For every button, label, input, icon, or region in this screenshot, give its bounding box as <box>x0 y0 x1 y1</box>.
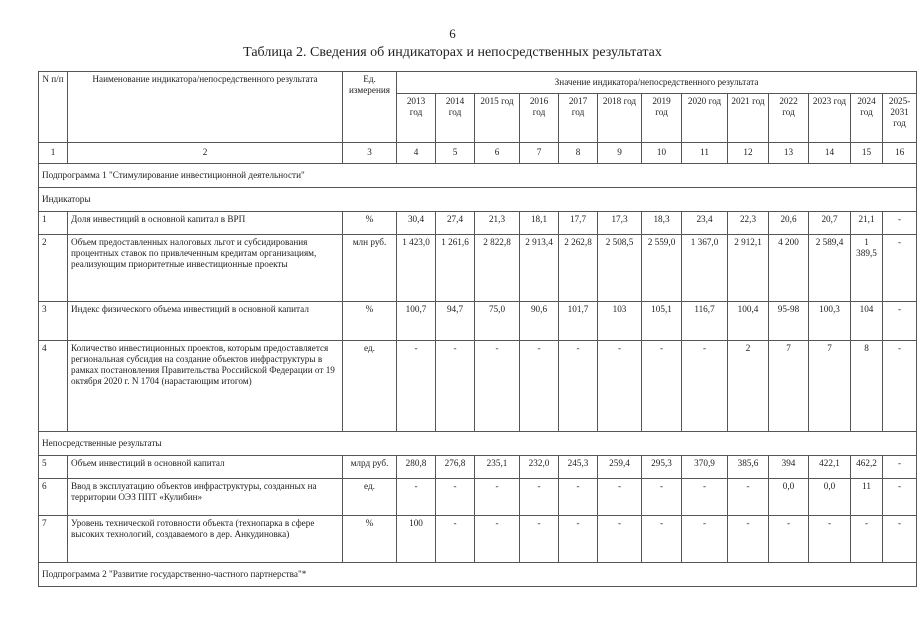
value-cell: 0,0 <box>769 479 809 516</box>
unit-cell: ед. <box>343 479 397 516</box>
value-cell: 422,1 <box>809 456 851 479</box>
value-cell: 2 912,1 <box>728 235 769 302</box>
indicator-name: Доля инвестиций в основной капитал в ВРП <box>68 212 343 235</box>
value-cell: - <box>475 516 520 563</box>
value-cell: - <box>851 516 883 563</box>
value-cell: 295,3 <box>642 456 682 479</box>
value-cell: 18,3 <box>642 212 682 235</box>
value-cell: - <box>559 516 598 563</box>
table-title: Таблица 2. Сведения об индикаторах и непосредственных результатах <box>243 45 662 60</box>
value-cell: 462,2 <box>851 456 883 479</box>
row-number: 6 <box>39 479 68 516</box>
header-year: 2025-2031 год <box>883 94 917 143</box>
value-cell: 103 <box>598 302 642 341</box>
column-number: 13 <box>769 143 809 164</box>
table-row <box>39 302 917 341</box>
value-cell: 235,1 <box>475 456 520 479</box>
indicator-name: Индекс физического объема инвестиций в основной капитал <box>68 302 343 341</box>
column-number: 9 <box>598 143 642 164</box>
unit-cell: % <box>343 302 397 341</box>
header-year: 2023 год <box>809 94 851 143</box>
section-subprogram-2: Подпрограмма 2 "Развитие государственно-частного партнерства"* <box>39 563 917 587</box>
value-cell: 22,3 <box>728 212 769 235</box>
value-cell: - <box>475 341 520 432</box>
value-cell: - <box>436 479 475 516</box>
value-cell: - <box>682 341 728 432</box>
table-row <box>39 212 917 235</box>
value-cell: 1 261,6 <box>436 235 475 302</box>
value-cell: - <box>883 479 917 516</box>
row-number: 4 <box>39 341 68 432</box>
value-cell: 17,3 <box>598 212 642 235</box>
value-cell: 2 508,5 <box>598 235 642 302</box>
value-cell: 232,0 <box>520 456 559 479</box>
value-cell: 100,3 <box>809 302 851 341</box>
value-cell: - <box>883 341 917 432</box>
value-cell: 105,1 <box>642 302 682 341</box>
value-cell: 2 262,8 <box>559 235 598 302</box>
value-cell: - <box>883 302 917 341</box>
value-cell: - <box>682 516 728 563</box>
header-year: 2017 год <box>559 94 598 143</box>
value-cell: 20,6 <box>769 212 809 235</box>
value-cell: 23,4 <box>682 212 728 235</box>
value-cell: 21,1 <box>851 212 883 235</box>
value-cell: 1 423,0 <box>397 235 436 302</box>
value-cell: - <box>642 479 682 516</box>
value-cell: 30,4 <box>397 212 436 235</box>
value-cell: - <box>559 341 598 432</box>
value-cell: 95-98 <box>769 302 809 341</box>
column-number: 3 <box>343 143 397 164</box>
value-cell: - <box>883 235 917 302</box>
value-cell: 0,0 <box>809 479 851 516</box>
unit-cell: млн руб. <box>343 235 397 302</box>
column-number: 5 <box>436 143 475 164</box>
value-cell: 2 589,4 <box>809 235 851 302</box>
column-number: 15 <box>851 143 883 164</box>
value-cell: 75,0 <box>475 302 520 341</box>
value-cell: 2 559,0 <box>642 235 682 302</box>
header-year: 2018 год <box>598 94 642 143</box>
column-number: 11 <box>682 143 728 164</box>
column-number: 10 <box>642 143 682 164</box>
value-cell: 11 <box>851 479 883 516</box>
value-cell: 101,7 <box>559 302 598 341</box>
value-cell: - <box>397 479 436 516</box>
value-cell: - <box>682 479 728 516</box>
value-cell: 259,4 <box>598 456 642 479</box>
column-number: 6 <box>475 143 520 164</box>
value-cell: - <box>436 516 475 563</box>
value-cell: 116,7 <box>682 302 728 341</box>
header-year: 2020 год <box>682 94 728 143</box>
indicator-name: Ввод в эксплуатацию объектов инфраструктуры, созданных на территории ОЭЗ ППТ «Кулибин» <box>68 479 343 516</box>
value-cell: - <box>598 341 642 432</box>
value-cell: - <box>728 479 769 516</box>
value-cell: 276,8 <box>436 456 475 479</box>
table-row <box>39 516 917 563</box>
header-year: 2014 год <box>436 94 475 143</box>
value-cell: - <box>475 479 520 516</box>
table-row <box>39 341 917 432</box>
value-cell: - <box>642 516 682 563</box>
header-unit: Ед. измерения <box>343 72 397 143</box>
column-number: 7 <box>520 143 559 164</box>
value-cell: 2 822,8 <box>475 235 520 302</box>
column-number: 16 <box>883 143 917 164</box>
value-cell: 2 <box>728 341 769 432</box>
value-cell: - <box>809 516 851 563</box>
value-cell: 104 <box>851 302 883 341</box>
value-cell: - <box>436 341 475 432</box>
header-year: 2022 год <box>769 94 809 143</box>
value-cell: 1 367,0 <box>682 235 728 302</box>
value-cell: - <box>769 516 809 563</box>
indicator-name: Количество инвестиционных проектов, которым предоставляется региональная субсидия на создание объектов инфраструктуры в рамках постановления Правительства Российской Федерации от 19 октября 2020 г. N 1704 (нарастающим итогом) <box>68 341 343 432</box>
table-row <box>39 235 917 302</box>
row-number: 2 <box>39 235 68 302</box>
section-direct-results: Непосредственные результаты <box>39 432 917 456</box>
unit-cell: % <box>343 212 397 235</box>
value-cell: 27,4 <box>436 212 475 235</box>
column-number: 12 <box>728 143 769 164</box>
column-number: 4 <box>397 143 436 164</box>
row-number: 5 <box>39 456 68 479</box>
value-cell: 90,6 <box>520 302 559 341</box>
header-year: 2016 год <box>520 94 559 143</box>
value-cell: - <box>397 341 436 432</box>
header-year: 2019 год <box>642 94 682 143</box>
page-number: 6 <box>449 26 456 41</box>
indicator-name: Объем инвестиций в основной капитал <box>68 456 343 479</box>
value-cell: 94,7 <box>436 302 475 341</box>
value-cell: - <box>728 516 769 563</box>
indicator-name: Объем предоставленных налоговых льгот и субсидирования процентных ставок по привлеченным кредитам организациям, реализующим приоритетные инвестиционные проекты <box>68 235 343 302</box>
header-year: 2021 год <box>728 94 769 143</box>
value-cell: 21,3 <box>475 212 520 235</box>
value-cell: 7 <box>769 341 809 432</box>
row-number: 7 <box>39 516 68 563</box>
value-cell: 7 <box>809 341 851 432</box>
unit-cell: млрд руб. <box>343 456 397 479</box>
value-cell: 370,9 <box>682 456 728 479</box>
section-indicators: Индикаторы <box>39 188 917 212</box>
value-cell: 17,7 <box>559 212 598 235</box>
table-row <box>39 479 917 516</box>
value-cell: - <box>520 341 559 432</box>
value-cell: 100,4 <box>728 302 769 341</box>
value-cell: 385,6 <box>728 456 769 479</box>
row-number: 1 <box>39 212 68 235</box>
header-name: Наименование индикатора/непосредственного результата <box>68 72 343 143</box>
unit-cell: ед. <box>343 341 397 432</box>
row-number: 3 <box>39 302 68 341</box>
header-year: 2024 год <box>851 94 883 143</box>
value-cell: 8 <box>851 341 883 432</box>
value-cell: 4 200 <box>769 235 809 302</box>
header-values: Значение индикатора/непосредственного результата <box>397 72 917 94</box>
table-row <box>39 456 917 479</box>
header-year: 2013 год <box>397 94 436 143</box>
column-number: 2 <box>68 143 343 164</box>
value-cell: 100 <box>397 516 436 563</box>
value-cell: - <box>520 516 559 563</box>
column-number: 14 <box>809 143 851 164</box>
value-cell: - <box>520 479 559 516</box>
value-cell: - <box>559 479 598 516</box>
value-cell: - <box>642 341 682 432</box>
indicator-name: Уровень технической готовности объекта (технопарка в сфере высоких технологий, создаваемого в дер. Анкудиновка) <box>68 516 343 563</box>
column-number: 1 <box>39 143 68 164</box>
value-cell: 1 389,5 <box>851 235 883 302</box>
value-cell: 245,3 <box>559 456 598 479</box>
value-cell: 394 <box>769 456 809 479</box>
value-cell: 20,7 <box>809 212 851 235</box>
unit-cell: % <box>343 516 397 563</box>
value-cell: 100,7 <box>397 302 436 341</box>
indicators-table <box>38 71 917 587</box>
section-subprogram-1: Подпрограмма 1 "Стимулирование инвестиционной деятельности" <box>39 164 917 188</box>
header-n: N п/п <box>39 72 68 143</box>
value-cell: - <box>883 516 917 563</box>
value-cell: - <box>883 212 917 235</box>
value-cell: 2 913,4 <box>520 235 559 302</box>
header-year: 2015 год <box>475 94 520 143</box>
column-number: 8 <box>559 143 598 164</box>
value-cell: - <box>883 456 917 479</box>
value-cell: - <box>598 479 642 516</box>
column-number-row <box>39 143 917 164</box>
value-cell: 280,8 <box>397 456 436 479</box>
value-cell: - <box>598 516 642 563</box>
value-cell: 18,1 <box>520 212 559 235</box>
